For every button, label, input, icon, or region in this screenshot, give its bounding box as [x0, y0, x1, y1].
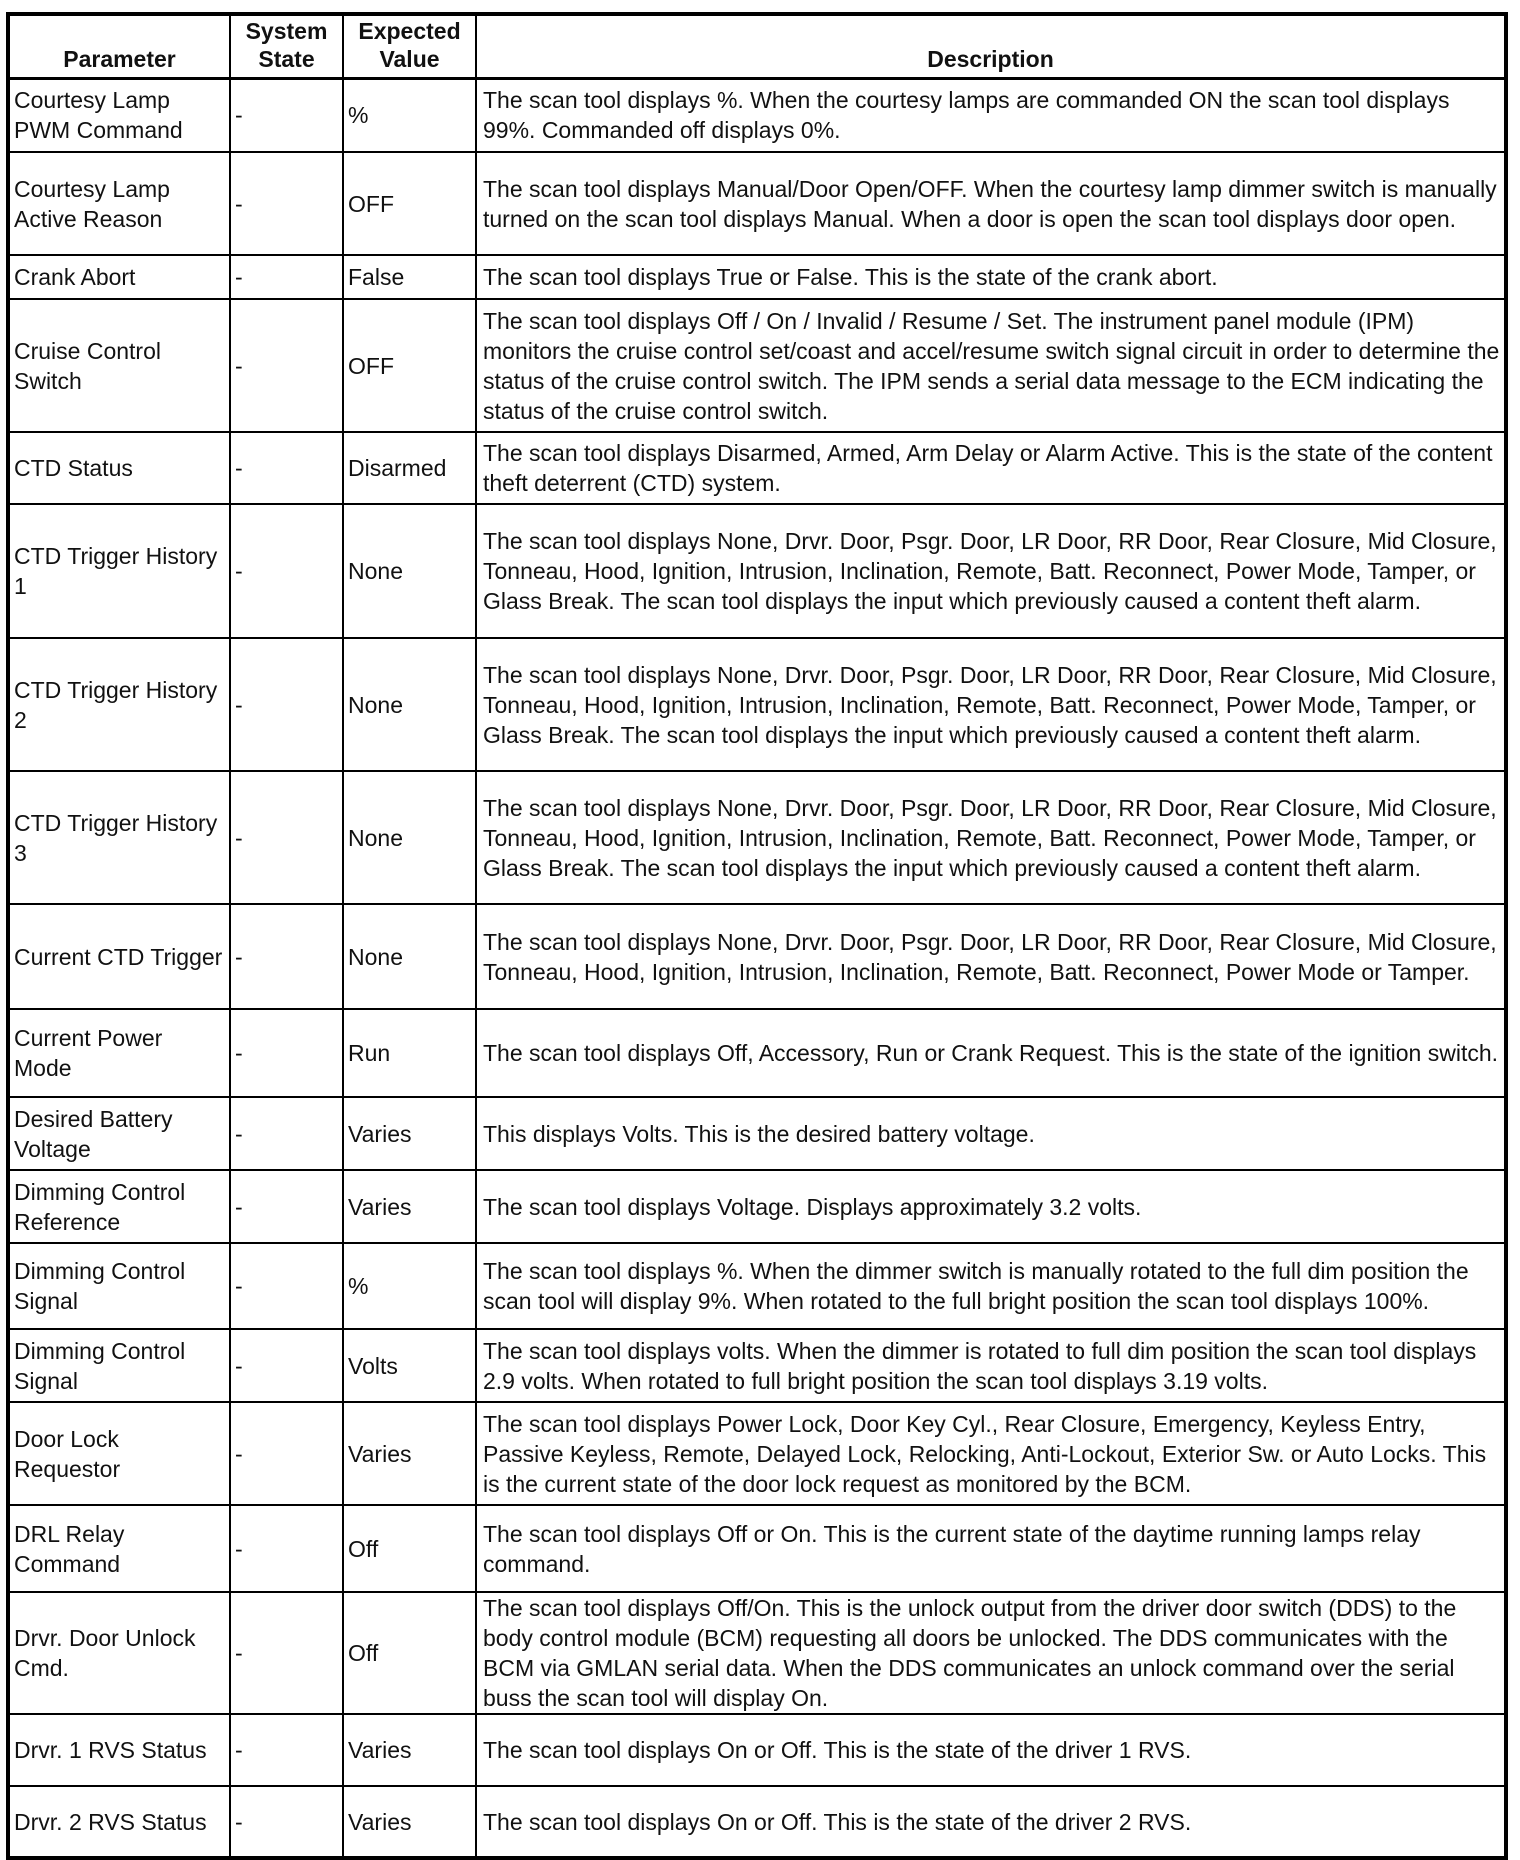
cell-expected-value: Run [343, 1009, 476, 1097]
cell-expected-value: % [343, 78, 476, 152]
cell-expected-value: Off [343, 1505, 476, 1592]
cell-expected-value: % [343, 1243, 476, 1329]
cell-parameter: Door Lock Requestor [8, 1402, 230, 1505]
cell-expected-value: None [343, 904, 476, 1009]
table-row [8, 1009, 1506, 1097]
header-system-state-line2: State [258, 45, 315, 72]
header-system-state [230, 14, 343, 78]
cell-expected-value: Disarmed [343, 432, 476, 504]
header-expected-value-line1: Expected [358, 17, 461, 44]
table-row [8, 1592, 1506, 1714]
cell-parameter: Cruise Control Switch [8, 299, 230, 432]
cell-parameter: Crank Abort [8, 255, 230, 299]
scan-tool-data-table-sheet [6, 12, 1508, 1860]
cell-description: The scan tool displays None, Drvr. Door, Psgr. Door, LR Door, RR Door, Rear Closure, Mid Closure, Tonneau, Hood, Ignition, Intrusion, Inclination, Remote, Batt. Reconnect, Power Mode or Tamper. [476, 904, 1506, 1009]
cell-description: The scan tool displays None, Drvr. Door, Psgr. Door, LR Door, RR Door, Rear Closure, Mid Closure, Tonneau, Hood, Ignition, Intrusion, Inclination, Remote, Batt. Reconnect, Power Mode, Tamper, or Glass Break. The scan tool displays the input which previously caused a content theft alarm. [476, 771, 1506, 904]
cell-expected-value: OFF [343, 299, 476, 432]
header-expected-value [343, 14, 476, 78]
cell-description: The scan tool displays Off, Accessory, Run or Crank Request. This is the state of the ignition switch. [476, 1009, 1506, 1097]
header-system-state-line1: System [245, 17, 328, 44]
cell-system-state: - [230, 1714, 343, 1786]
cell-system-state: - [230, 1592, 343, 1714]
cell-parameter: Courtesy Lamp Active Reason [8, 152, 230, 255]
cell-system-state: - [230, 638, 343, 771]
cell-parameter: Dimming Control Reference [8, 1170, 230, 1243]
table-row [8, 1714, 1506, 1786]
cell-parameter: Drvr. Door Unlock Cmd. [8, 1592, 230, 1714]
cell-system-state: - [230, 1009, 343, 1097]
header-description [476, 14, 1506, 78]
cell-expected-value: Volts [343, 1329, 476, 1402]
cell-description: The scan tool displays %. When the dimmer switch is manually rotated to the full dim position the scan tool will display 9%. When rotated to the full bright position the scan tool displays 100%. [476, 1243, 1506, 1329]
cell-description: The scan tool displays Off or On. This is the current state of the daytime running lamps relay command. [476, 1505, 1506, 1592]
cell-system-state: - [230, 152, 343, 255]
cell-description: The scan tool displays True or False. This is the state of the crank abort. [476, 255, 1506, 299]
cell-system-state: - [230, 1329, 343, 1402]
cell-system-state: - [230, 504, 343, 638]
header-description-label: Description [927, 45, 1054, 72]
cell-expected-value: Varies [343, 1170, 476, 1243]
table-row [8, 771, 1506, 904]
cell-description: The scan tool displays Manual/Door Open/OFF. When the courtesy lamp dimmer switch is manually turned on the scan tool displays Manual. When a door is open the scan tool displays door open. [476, 152, 1506, 255]
cell-parameter: DRL Relay Command [8, 1505, 230, 1592]
cell-description: The scan tool displays None, Drvr. Door, Psgr. Door, LR Door, RR Door, Rear Closure, Mid Closure, Tonneau, Hood, Ignition, Intrusion, Inclination, Remote, Batt. Reconnect, Power Mode, Tamper, or Glass Break. The scan tool displays the input which previously caused a content theft alarm. [476, 504, 1506, 638]
cell-description: The scan tool displays On or Off. This is the state of the driver 1 RVS. [476, 1714, 1506, 1786]
cell-parameter: CTD Trigger History 3 [8, 771, 230, 904]
header-expected-value-line2: Value [379, 45, 440, 72]
table-row [8, 504, 1506, 638]
cell-parameter: Dimming Control Signal [8, 1329, 230, 1402]
cell-parameter: CTD Status [8, 432, 230, 504]
table-row [8, 1402, 1506, 1505]
cell-parameter: Drvr. 1 RVS Status [8, 1714, 230, 1786]
cell-system-state: - [230, 1786, 343, 1858]
cell-expected-value: False [343, 255, 476, 299]
table-row [8, 299, 1506, 432]
cell-description: The scan tool displays None, Drvr. Door, Psgr. Door, LR Door, RR Door, Rear Closure, Mid Closure, Tonneau, Hood, Ignition, Intrusion, Inclination, Remote, Batt. Reconnect, Power Mode, Tamper, or Glass Break. The scan tool displays the input which previously caused a content theft alarm. [476, 638, 1506, 771]
table-row [8, 1329, 1506, 1402]
table-row [8, 432, 1506, 504]
cell-description: The scan tool displays Voltage. Displays approximately 3.2 volts. [476, 1170, 1506, 1243]
table-row [8, 255, 1506, 299]
cell-system-state: - [230, 255, 343, 299]
cell-system-state: - [230, 1402, 343, 1505]
cell-system-state: - [230, 299, 343, 432]
cell-system-state: - [230, 1243, 343, 1329]
cell-system-state: - [230, 1505, 343, 1592]
table-header-row [8, 14, 1506, 78]
cell-description: The scan tool displays Off/On. This is the unlock output from the driver door switch (DDS) to the body control module (BCM) requesting all doors be unlocked. The DDS communicates with the BCM via GMLAN serial data. When the DDS communicates an unlock command over the serial buss the scan tool will display On. [476, 1592, 1506, 1714]
cell-description: The scan tool displays Disarmed, Armed, Arm Delay or Alarm Active. This is the state of the content theft deterrent (CTD) system. [476, 432, 1506, 504]
cell-expected-value: Varies [343, 1714, 476, 1786]
cell-description: The scan tool displays volts. When the dimmer is rotated to full dim position the scan tool displays 2.9 volts. When rotated to full bright position the scan tool displays 3.19 volts. [476, 1329, 1506, 1402]
table-row [8, 1505, 1506, 1592]
cell-parameter: Dimming Control Signal [8, 1243, 230, 1329]
cell-parameter: Current CTD Trigger [8, 904, 230, 1009]
cell-expected-value: Off [343, 1592, 476, 1714]
cell-system-state: - [230, 1097, 343, 1170]
cell-expected-value: None [343, 771, 476, 904]
table-row [8, 78, 1506, 152]
cell-description: The scan tool displays Power Lock, Door Key Cyl., Rear Closure, Emergency, Keyless Entry, Passive Keyless, Remote, Delayed Lock, Relocking, Anti-Lockout, Exterior Sw. or Auto Locks. This is the current state of the door lock request as monitored by the BCM. [476, 1402, 1506, 1505]
cell-system-state: - [230, 771, 343, 904]
cell-expected-value: Varies [343, 1402, 476, 1505]
cell-expected-value: None [343, 504, 476, 638]
cell-system-state: - [230, 432, 343, 504]
cell-system-state: - [230, 904, 343, 1009]
table-row [8, 1170, 1506, 1243]
table-row [8, 638, 1506, 771]
cell-parameter: Courtesy Lamp PWM Command [8, 78, 230, 152]
table-row [8, 1786, 1506, 1858]
table-row [8, 1097, 1506, 1170]
cell-description: The scan tool displays On or Off. This is the state of the driver 2 RVS. [476, 1786, 1506, 1858]
cell-description: This displays Volts. This is the desired battery voltage. [476, 1097, 1506, 1170]
header-parameter-label: Parameter [63, 45, 176, 72]
cell-description: The scan tool displays Off / On / Invalid / Resume / Set. The instrument panel module (IPM) monitors the cruise control set/coast and accel/resume switch signal circuit in order to determine the status of the cruise control switch. The IPM sends a serial data message to the ECM indicating the status of the cruise control switch. [476, 299, 1506, 432]
cell-system-state: - [230, 78, 343, 152]
table-row [8, 152, 1506, 255]
cell-expected-value: OFF [343, 152, 476, 255]
table-row [8, 1243, 1506, 1329]
cell-description: The scan tool displays %. When the courtesy lamps are commanded ON the scan tool displays 99%. Commanded off displays 0%. [476, 78, 1506, 152]
cell-parameter: CTD Trigger History 1 [8, 504, 230, 638]
cell-system-state: - [230, 1170, 343, 1243]
cell-parameter: Current Power Mode [8, 1009, 230, 1097]
cell-parameter: CTD Trigger History 2 [8, 638, 230, 771]
cell-expected-value: Varies [343, 1097, 476, 1170]
cell-expected-value: Varies [343, 1786, 476, 1858]
cell-parameter: Drvr. 2 RVS Status [8, 1786, 230, 1858]
cell-parameter: Desired Battery Voltage [8, 1097, 230, 1170]
scan-tool-parameter-table [6, 12, 1508, 1860]
cell-expected-value: None [343, 638, 476, 771]
header-parameter [8, 14, 230, 78]
table-row [8, 904, 1506, 1009]
